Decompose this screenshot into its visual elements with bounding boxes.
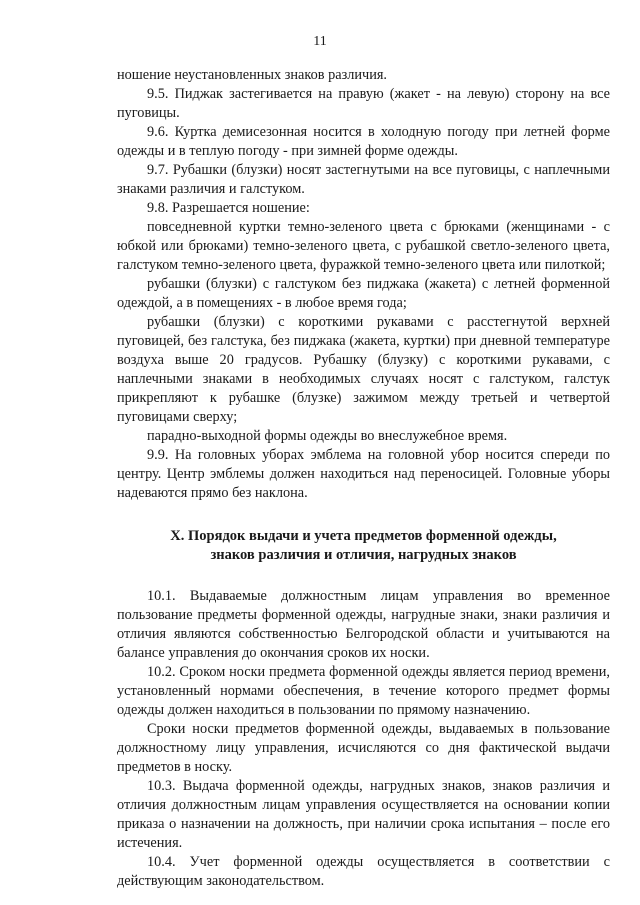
- paragraph: ношение неустановленных знаков различия.: [117, 67, 388, 83]
- paragraph-10-1: 10.1. Выдаваемые должностным лицам управления во временное пользование предметы форменной одежды, нагрудные знаки, знаки различия и отличия являются собственностью Белгородской области и учитываются на балансе управления до окончания сроков их носки.: [117, 588, 610, 661]
- section-title-line-1: X. Порядок выдачи и учета предметов форменной одежды,: [170, 528, 557, 544]
- paragraph-10-2: 10.2. Сроком носки предмета форменной одежды является период времени, установленный нормами обеспечения, в течение которого предмет формы одежды должен находиться в пользовании по прямому назначению.: [117, 664, 610, 718]
- document-body: [117, 66, 610, 891]
- paragraph-10-4: 10.4. Учет форменной одежды осуществляется в соответствии с действующим законодательством.: [117, 854, 610, 889]
- paragraph-9-6: 9.6. Куртка демисезонная носится в холодную погоду при летней форме одежды и в теплую погоду - при зимней форме одежды.: [117, 124, 610, 159]
- paragraph-9-8-item: рубашки (блузки) с короткими рукавами с расстегнутой верхней пуговицей, без галстука, без пиджака (жакета, куртки) при дневной температуре воздуха выше 20 градусов. Рубашку (блузку) с короткими рукавами, с наплечными знаками в необходимых случаях носят с галстуком, галстук прикрепляют к рубашке (блузке) зажимом между третьей и четвертой пуговицами сверху;: [117, 314, 610, 425]
- paragraph-9-5: 9.5. Пиджак застегивается на правую (жакет - на левую) сторону на все пуговицы.: [117, 86, 610, 121]
- section-title-line-2: знаков различия и отличия, нагрудных знаков: [210, 547, 517, 563]
- paragraph-9-9: 9.9. На головных уборах эмблема на головной убор носится спереди по центру. Центр эмблемы должен находиться над переносицей. Головные уборы надеваются прямо без наклона.: [117, 447, 610, 501]
- paragraph-9-8: 9.8. Разрешается ношение:: [147, 200, 310, 216]
- paragraph-9-7: 9.7. Рубашки (блузки) носят застегнутыми на все пуговицы, с наплечными знаками различия и галстуком.: [117, 162, 610, 197]
- paragraph-9-8-item: рубашки (блузки) с галстуком без пиджака (жакета) с летней форменной одеждой, а в помещениях - в любое время года;: [117, 276, 610, 311]
- paragraph-9-8-item: парадно-выходной формы одежды во внеслужебное время.: [147, 428, 508, 444]
- paragraph-10-3: 10.3. Выдача форменной одежды, нагрудных знаков, знаков различия и отличия должностным лицам управления осуществляется на основании копии приказа о назначении на должность, при наличии срока испытания – после его истечения.: [117, 778, 610, 851]
- section-title: [117, 527, 610, 565]
- paragraph-10-2-cont: Сроки носки предметов форменной одежды, выдаваемых в пользование должностному лицу управления, исчисляются со дня фактической выдачи предметов в носку.: [117, 721, 610, 775]
- page-number: 11: [313, 34, 327, 49]
- paragraph-9-8-item: повседневной куртки темно-зеленого цвета с брюками (женщинами - с юбкой или брюками) темно-зеленого цвета, с рубашкой светло-зеленого цвета, галстуком темно-зеленого цвета, фуражкой темно-зеленого цвета или пилоткой;: [117, 219, 610, 273]
